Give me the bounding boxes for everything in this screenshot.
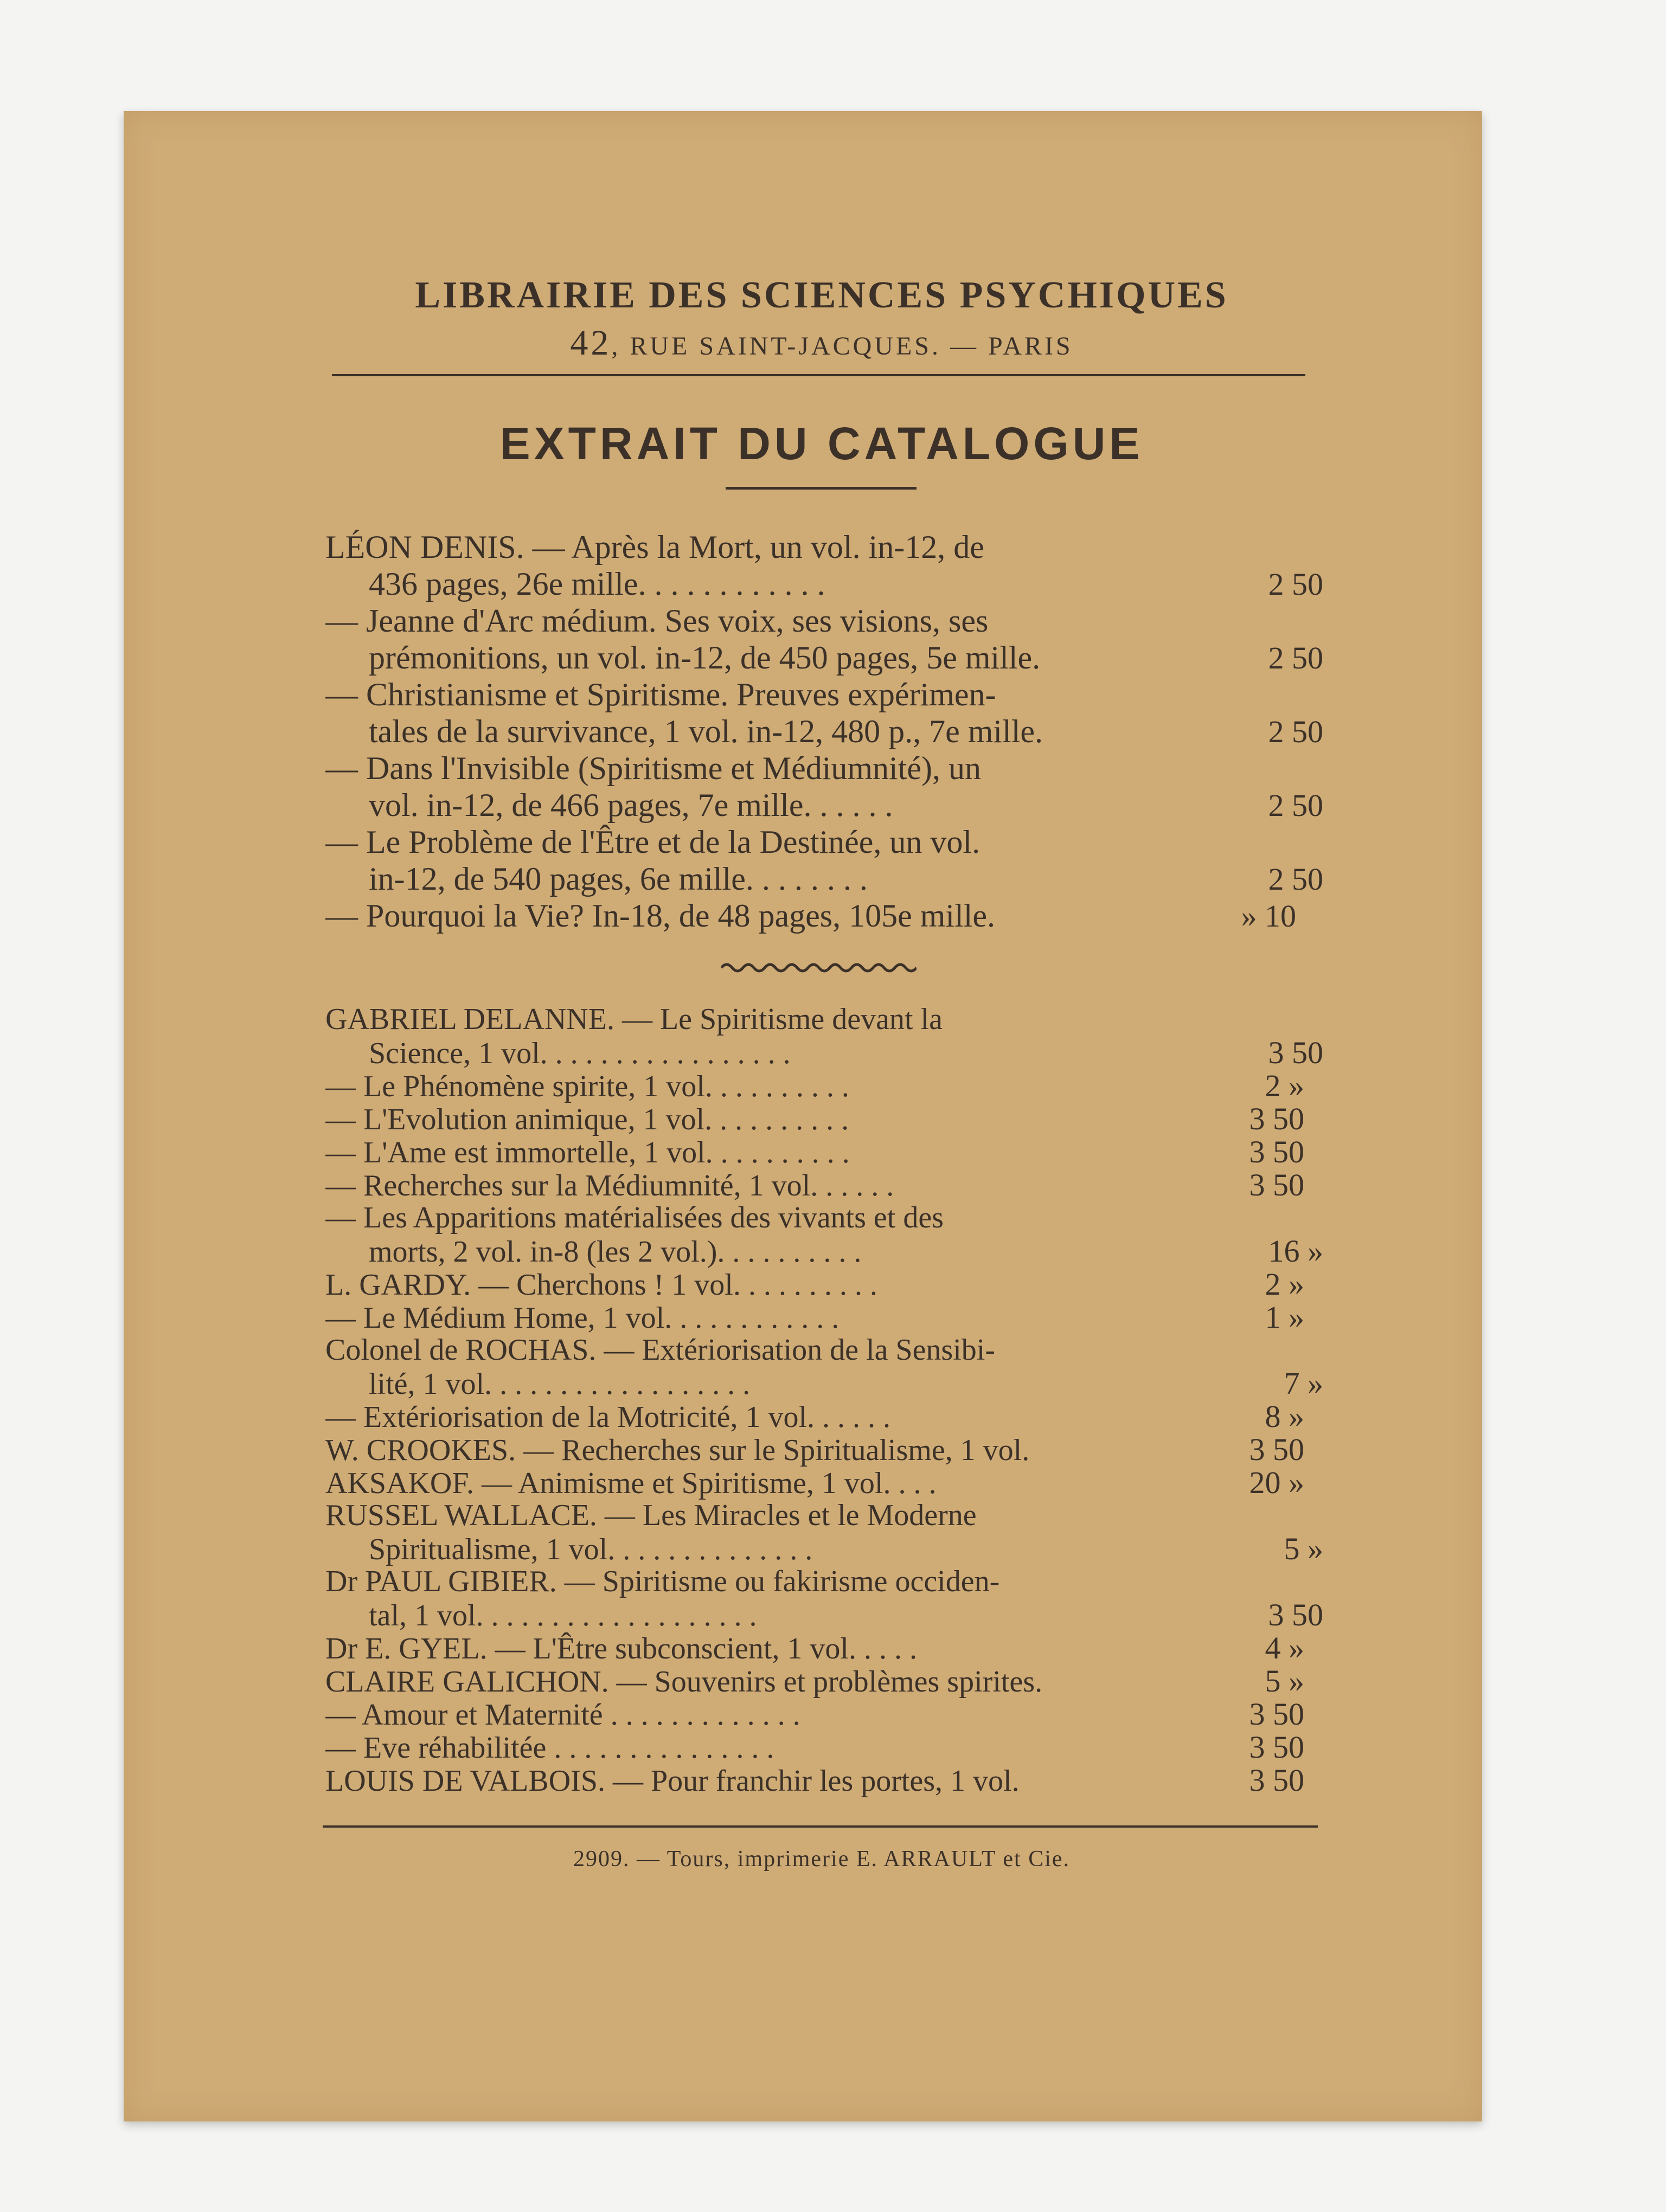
catalogue-line <box>325 565 1323 602</box>
entry-text: — Le Médium Home, 1 vol. . . . . . . . . . . . <box>325 1302 840 1335</box>
catalogue-line <box>325 1234 1323 1268</box>
entry-text: tal, 1 vol. . . . . . . . . . . . . . . . . . . <box>369 1599 757 1632</box>
entry-text: lité, 1 vol. . . . . . . . . . . . . . . . . . <box>369 1368 751 1401</box>
entry-price: 3 50 <box>1249 1134 1304 1169</box>
title-underline <box>726 487 917 490</box>
entry-text: — L'Ame est immortelle, 1 vol. . . . . . . . . . <box>325 1136 850 1169</box>
entry-text: Spiritualisme, 1 vol. . . . . . . . . . . . . . <box>369 1533 813 1566</box>
entry-price: 2 50 <box>1268 788 1323 823</box>
entry-price: 3 50 <box>1268 1597 1323 1632</box>
catalogue-line <box>325 529 1323 565</box>
entry-text: 436 pages, 26e mille. . . . . . . . . . . . <box>369 566 825 602</box>
entry-price: 2 50 <box>1268 714 1323 749</box>
entry-price: 2 50 <box>1268 567 1323 602</box>
entry-text: — Pourquoi la Vie? In-18, de 48 pages, 105e mille. <box>325 898 996 934</box>
entry-text: L. GARDY. — Cherchons ! 1 vol. . . . . . . . . . <box>325 1269 877 1302</box>
entry-price: 2 50 <box>1268 640 1323 676</box>
entry-price: 7 » <box>1284 1366 1323 1401</box>
entry-text: Dr E. GYEL. — L'Être subconscient, 1 vol. . . . . <box>325 1632 917 1666</box>
entry-text: LOUIS DE VALBOIS. — Pour franchir les portes, 1 vol. <box>325 1765 1020 1798</box>
entry-price: 3 50 <box>1268 1035 1323 1070</box>
publisher-address <box>331 323 1312 364</box>
catalogue-line <box>325 1598 1323 1631</box>
catalogue-line <box>325 1036 1323 1069</box>
catalogue-line <box>325 1069 1323 1102</box>
entry-text: vol. in-12, de 466 pages, 7e mille. . . . . . <box>369 787 893 823</box>
entry-price: » 10 <box>1241 898 1296 934</box>
entry-price: 3 50 <box>1249 1729 1304 1765</box>
catalogue-line <box>325 1697 1323 1731</box>
entry-price: 4 » <box>1265 1630 1304 1666</box>
catalogue-title: EXTRAIT DU CATALOGUE <box>499 418 1144 469</box>
entry-price: 2 » <box>1265 1068 1304 1103</box>
entry-price: 2 » <box>1265 1266 1304 1302</box>
entry-text: AKSAKOF. — Animisme et Spiritisme, 1 vol. . . . <box>325 1467 937 1500</box>
address-number: 42 <box>570 323 612 363</box>
entry-text: — Extériorisation de la Motricité, 1 vol. . . . . . <box>325 1401 891 1434</box>
entry-text: RUSSEL WALLACE. — Les Miracles et le Moderne <box>325 1499 977 1532</box>
address-street: , RUE SAINT-JACQUES. — PARIS <box>611 332 1073 361</box>
footer-divider <box>323 1825 1318 1828</box>
entry-price: 2 50 <box>1268 861 1323 897</box>
entry-text: — Recherches sur la Médiumnité, 1 vol. . . . . . <box>325 1169 894 1203</box>
entry-price: 3 50 <box>1249 1432 1304 1467</box>
catalogue-line <box>325 1532 1323 1565</box>
printer-imprint: 2909. — Tours, imprimerie E. ARRAULT et Cie. <box>573 1847 1071 1872</box>
catalogue-line <box>325 1499 1323 1532</box>
catalogue-line <box>325 1664 1323 1697</box>
entry-text: — Les Apparitions matérialisées des vivants et des <box>325 1201 944 1234</box>
publisher-name: LIBRAIRIE DES SCIENCES PSYCHIQUES <box>415 274 1228 316</box>
entry-text: — Le Problème de l'Être et de la Destinée, un vol. <box>325 824 981 860</box>
entry-text: — L'Evolution animique, 1 vol. . . . . . . . . . <box>325 1103 849 1136</box>
header-divider <box>332 374 1305 376</box>
entry-price: 5 » <box>1284 1531 1323 1566</box>
catalogue-line <box>325 1168 1323 1201</box>
entry-text: LÉON DENIS. — Après la Mort, un vol. in-12, de <box>325 529 984 565</box>
catalogue-line <box>325 1565 1323 1598</box>
catalogue-line <box>325 1334 1323 1367</box>
entry-text: morts, 2 vol. in-8 (les 2 vol.). . . . . . . . . . <box>369 1236 862 1269</box>
catalogue-line <box>325 639 1323 676</box>
entry-price: 5 » <box>1265 1663 1304 1699</box>
entry-text: GABRIEL DELANNE. — Le Spiritisme devant la <box>325 1003 943 1036</box>
entry-text: — Le Phénomène spirite, 1 vol. . . . . . . . . . <box>325 1070 849 1103</box>
entry-price: 20 » <box>1249 1465 1304 1500</box>
entry-price: 3 50 <box>1249 1763 1304 1798</box>
entry-price: 3 50 <box>1249 1101 1304 1136</box>
catalogue-line <box>325 1731 1323 1764</box>
catalogue-line <box>325 1268 1323 1301</box>
entry-text: — Dans l'Invisible (Spiritisme et Médiumnité), un <box>325 750 981 786</box>
entry-price: 3 50 <box>1249 1696 1304 1732</box>
entry-text: CLAIRE GALICHON. — Souvenirs et problèmes spirites. <box>325 1666 1043 1699</box>
entry-text: — Amour et Maternité . . . . . . . . . . . . . <box>325 1699 800 1732</box>
catalogue-line <box>325 1433 1323 1466</box>
entry-text: W. CROOKES. — Recherches sur le Spiritualisme, 1 vol. <box>325 1434 1030 1467</box>
catalogue-line <box>325 602 1323 639</box>
catalogue-line <box>325 1301 1323 1334</box>
entry-text: in-12, de 540 pages, 6e mille. . . . . . . . <box>369 861 868 897</box>
publisher-header <box>331 274 1312 364</box>
catalogue-line <box>325 1400 1323 1433</box>
catalogue-line <box>325 1631 1323 1664</box>
catalogue-line <box>325 1135 1323 1168</box>
entry-text: Science, 1 vol. . . . . . . . . . . . . . . . . <box>369 1037 791 1070</box>
catalogue-line <box>325 897 1323 934</box>
entry-text: — Jeanne d'Arc médium. Ses voix, ses visions, ses <box>325 603 989 639</box>
entry-price: 16 » <box>1268 1233 1323 1269</box>
catalogue-line <box>325 713 1323 750</box>
catalogue-line <box>325 1466 1323 1499</box>
catalogue-line <box>325 1367 1323 1400</box>
catalogue-section-others <box>325 1003 1323 1797</box>
catalogue-line <box>325 787 1323 824</box>
entry-price: 3 50 <box>1249 1167 1304 1203</box>
catalogue-line <box>325 860 1323 897</box>
catalogue-line <box>325 750 1323 787</box>
ornament-divider <box>721 960 917 976</box>
catalogue-line <box>325 676 1323 713</box>
catalogue-line <box>325 1102 1323 1135</box>
catalogue-line <box>325 1201 1323 1234</box>
entry-text: Dr PAUL GIBIER. — Spiritisme ou fakirisme occiden- <box>325 1565 1000 1598</box>
catalogue-line <box>325 824 1323 860</box>
entry-text: — Eve réhabilitée . . . . . . . . . . . . . . . <box>325 1732 774 1765</box>
catalogue-section-denis <box>325 529 1323 934</box>
entry-text: tales de la survivance, 1 vol. in-12, 480 p., 7e mille. <box>369 713 1043 749</box>
entry-price: 1 » <box>1265 1300 1304 1335</box>
entry-text: — Christianisme et Spiritisme. Preuves expérimen- <box>325 677 996 712</box>
catalogue-line <box>325 1003 1323 1036</box>
entry-text: prémonitions, un vol. in-12, de 450 pages, 5e mille. <box>369 640 1041 676</box>
catalogue-line <box>325 1764 1323 1797</box>
entry-price: 8 » <box>1265 1399 1304 1434</box>
entry-text: Colonel de ROCHAS. — Extériorisation de la Sensibi- <box>325 1334 995 1367</box>
